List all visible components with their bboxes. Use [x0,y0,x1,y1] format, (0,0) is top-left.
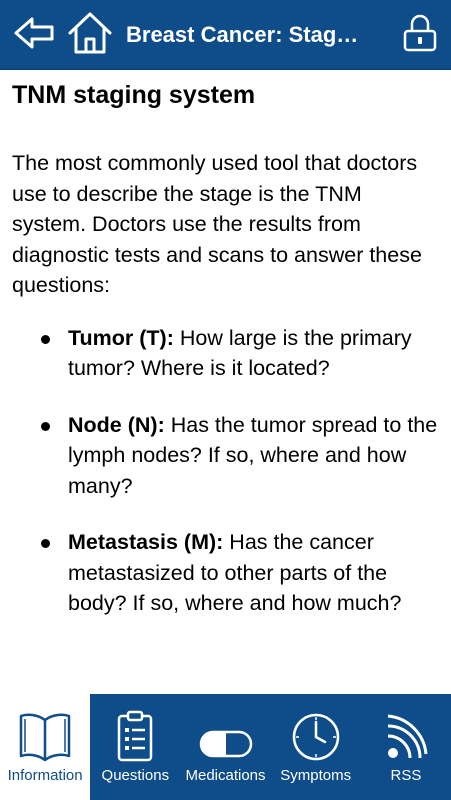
article-content [0,70,451,694]
back-button[interactable] [8,0,60,70]
bullet-dot [41,539,50,548]
bullet-term: Metastasis (M): [68,530,224,554]
tab-label: RSS [390,767,422,784]
bottom-tab-bar [0,694,451,800]
lock-icon [402,13,438,58]
tab-symptoms[interactable] [271,694,361,800]
bullet-text: Has the cancer metastasized to other parts of the body? If so, where and how much? [68,530,402,615]
tab-rss[interactable] [361,694,451,800]
clipboard-icon [115,694,155,766]
clock-icon [291,694,341,766]
header-title: Breast Cancer: Stag… [126,22,359,47]
list-item [12,410,439,502]
rss-icon [384,694,428,766]
back-arrow-icon [12,15,56,56]
intro-paragraph: The most commonly used tool that doctors use to describe the stage is the TNM system. Doctors use the results from diagnostic tests and scans to answer these questions: [12,151,422,297]
tab-label: Medications [185,767,266,784]
tab-questions[interactable] [90,694,180,800]
tab-label: Questions [101,767,170,784]
bullet-dot [41,335,50,344]
bullet-text: Has the tumor spread to the lymph nodes? If so, where and how many? [68,412,438,498]
bullet-term: Node (N): [68,412,165,437]
bullet-text: How large is the primary tumor? Where is it located? [68,325,412,380]
header-bar [0,0,451,70]
book-icon [17,694,73,766]
pill-icon [198,694,254,766]
tab-label: Information [7,767,83,784]
list-item [12,323,439,384]
lock-button[interactable] [397,0,443,70]
list-item [12,527,439,619]
home-button[interactable] [64,0,116,70]
home-icon [67,11,113,60]
bullet-term: Tumor (T): [68,325,174,350]
tab-label: Symptoms [280,767,352,784]
tab-medications[interactable] [180,694,270,800]
page-title: TNM staging system [12,81,256,109]
tnm-list [12,323,439,619]
bullet-dot [41,422,50,431]
tab-information[interactable] [0,694,90,800]
